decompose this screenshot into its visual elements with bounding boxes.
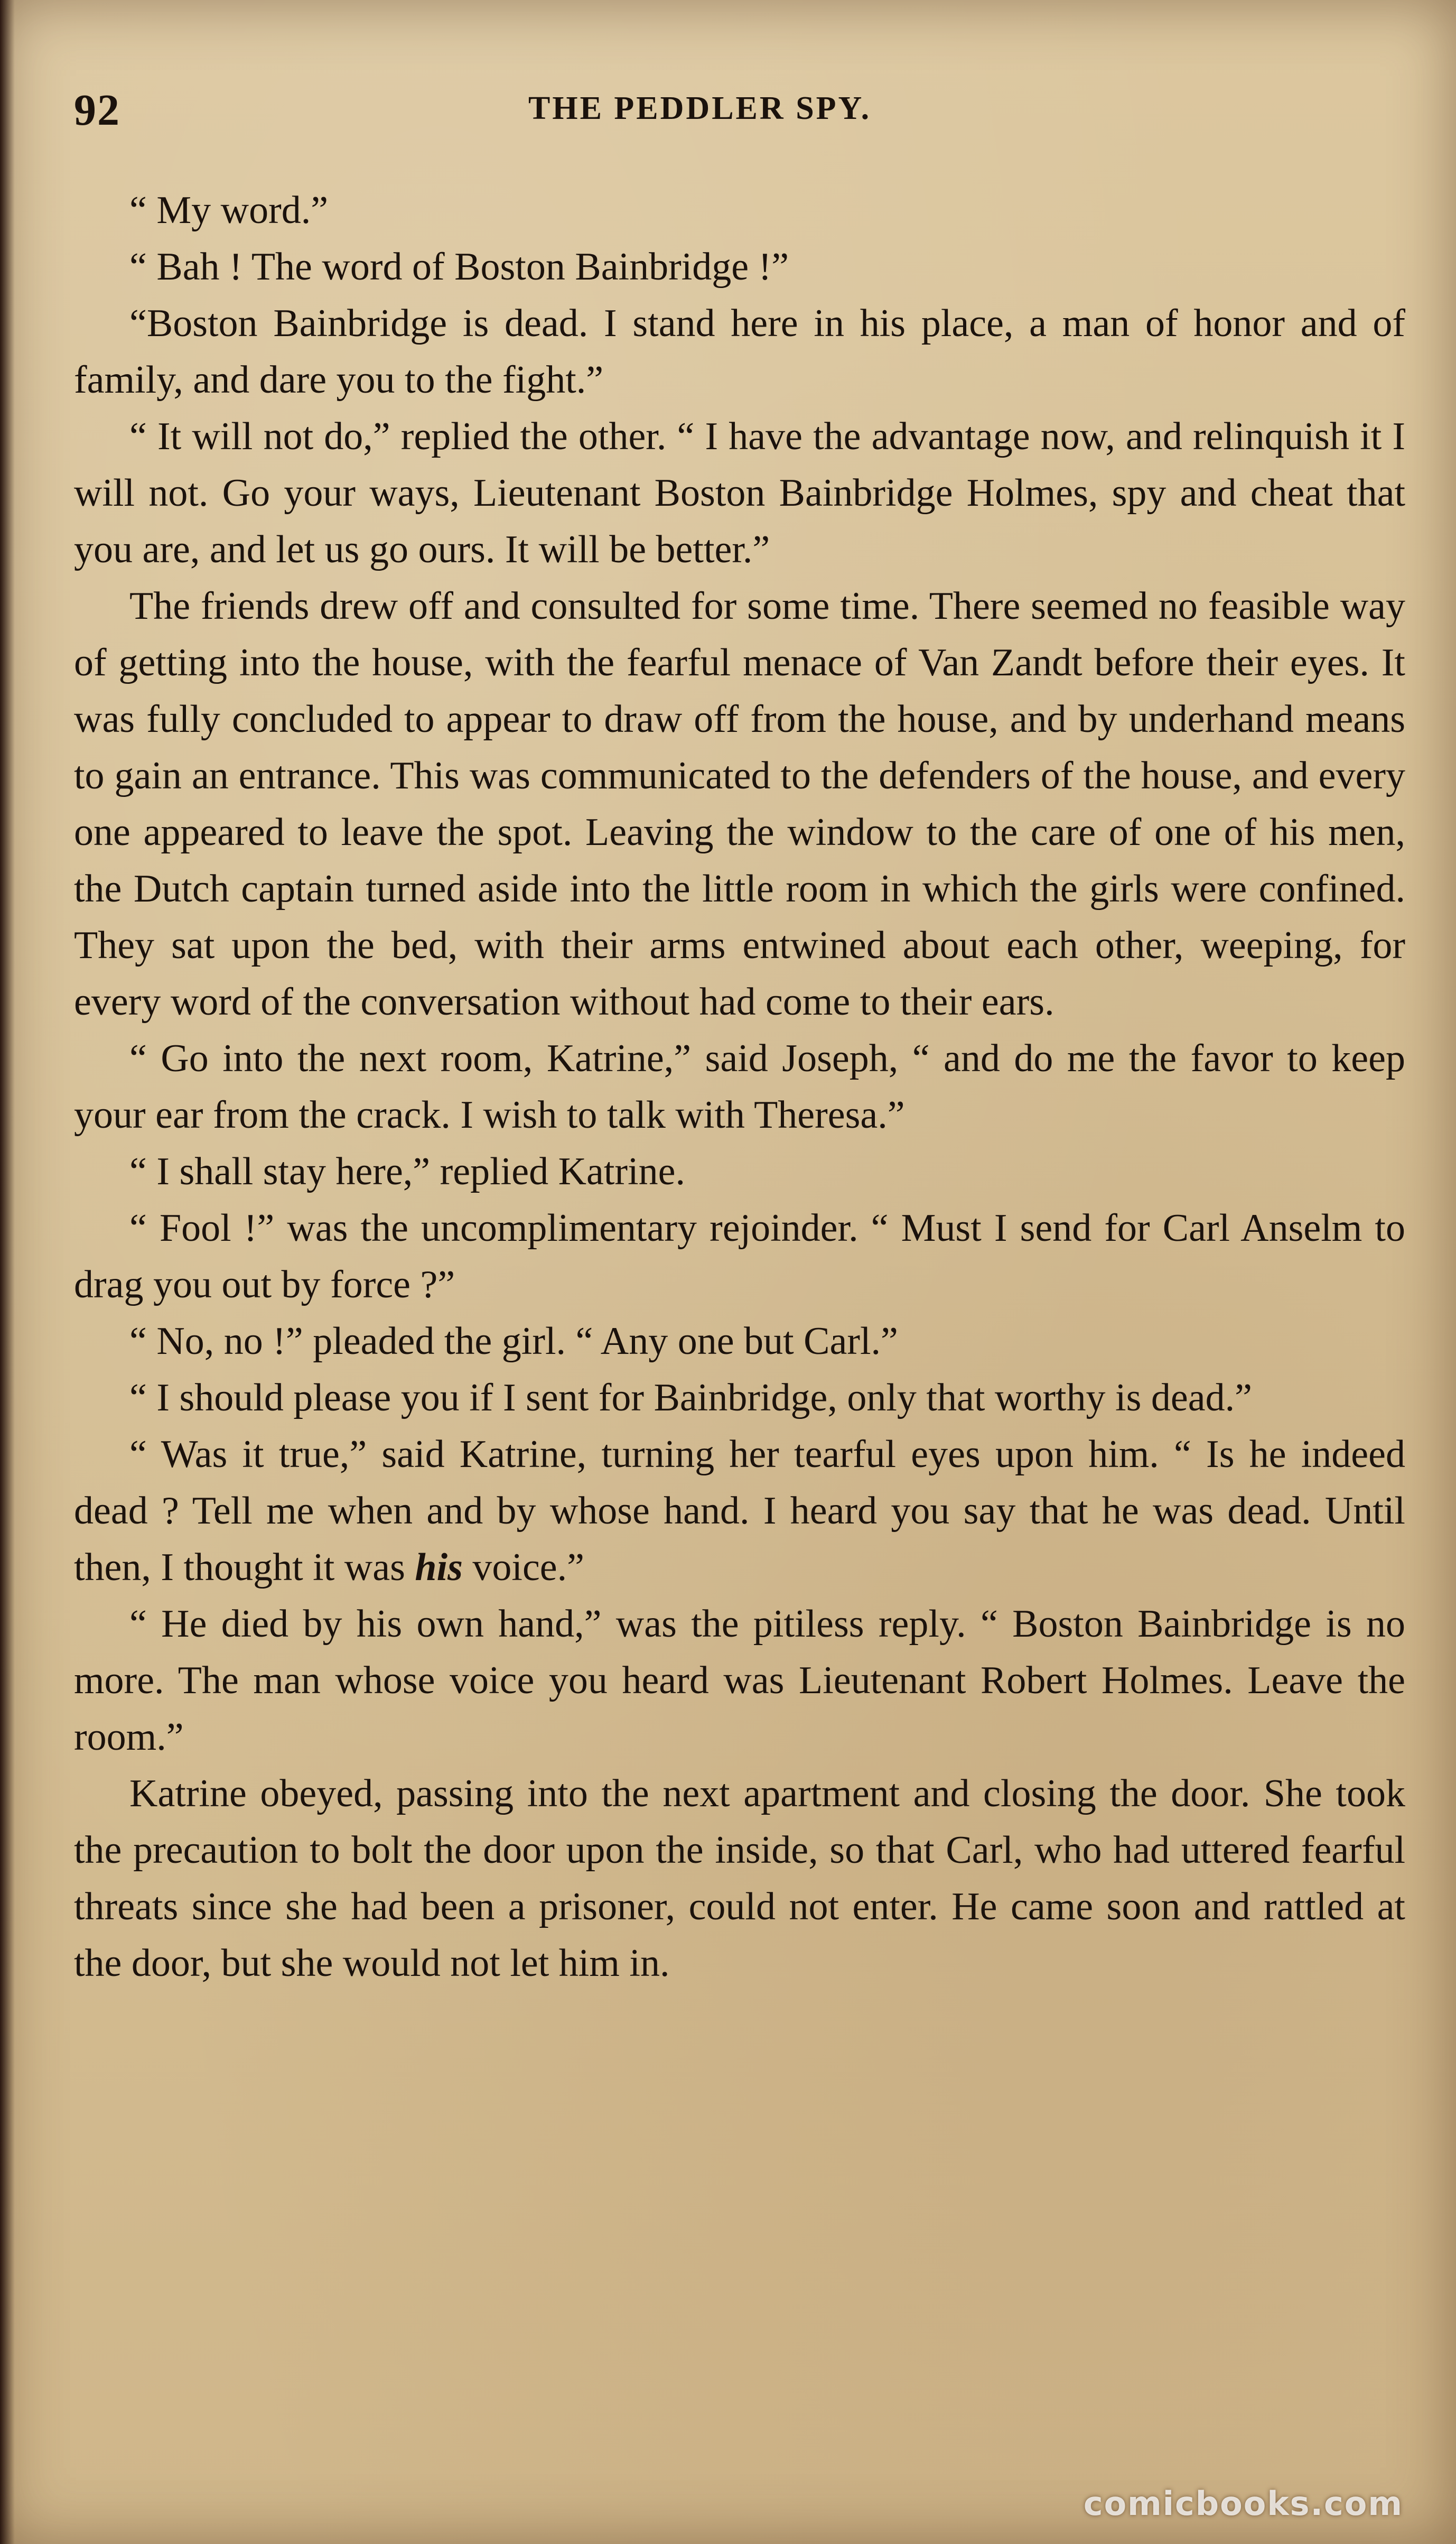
page-number: 92 [74, 86, 120, 135]
body-text [74, 182, 1405, 1992]
paragraph: “ My word.” [129, 189, 329, 232]
paragraph-with-emphasis [74, 1426, 1405, 1596]
emphasized-word: his [415, 1546, 463, 1589]
page-header [74, 85, 1416, 143]
page-binding-shadow [0, 0, 15, 2544]
watermark: comicbooks.com [1083, 2484, 1403, 2523]
paragraph: “ Bah ! The word of Boston Bainbridge !” [129, 245, 789, 289]
paragraph: “ Fool !” was the uncomplimentary rejoinder. “ Must I send for Carl Anselm to drag you out by force ?” [74, 1206, 1405, 1306]
paragraph-tail: voice.” [462, 1546, 584, 1589]
paragraph: Katrine obeyed, passing into the next apartment and closing the door. She took the precaution to bolt the door upon the inside, so that Carl, who had uttered fearful threats since she had been a prisoner, could not enter. He came soon and rattled at the door, but she would not let him in. [74, 1772, 1405, 1985]
paragraph: “Boston Bainbridge is dead. I stand here in his place, a man of honor and of family, and dare you to the fight.” [74, 302, 1405, 402]
paragraph-text: “ Was it true,” said Katrine, turning her tearful eyes upon him. “ Is he indeed dead ? Tell me when and by whose hand. I heard you say that he was dead. Until then, I thought it was [74, 1433, 1405, 1589]
paragraph: “ I shall stay here,” replied Katrine. [129, 1150, 685, 1193]
paragraph: “ No, no !” pleaded the girl. “ Any one but Carl.” [129, 1320, 898, 1363]
paragraph: The friends drew off and consulted for some time. There seemed no feasible way of getting into the house, with the fearful menace of Van Zandt before their eyes. It was fully concluded to appear to draw off from the house, and by underhand means to gain an entrance. This was communicated to the defenders of the house, and every one appeared to leave the spot. Leaving the window to the care of one of his men, the Dutch captain turned aside into the little room in which the girls were confined. They sat upon the bed, with their arms entwined about each other, weeping, for every word of the conversation without had come to their ears. [74, 584, 1405, 1024]
paragraph: “ I should please you if I sent for Bainbridge, only that worthy is dead.” [129, 1376, 1252, 1419]
paragraph: “ He died by his own hand,” was the pitiless reply. “ Boston Bainbridge is no more. The man whose voice you heard was Lieutenant Robert Holmes. Leave the room.” [74, 1602, 1405, 1759]
paragraph: “ It will not do,” replied the other. “ I have the advantage now, and relinquish it I will not. Go your ways, Lieutenant Boston Bainbridge Holmes, spy and cheat that you are, and let us go ours. It will be better.” [74, 415, 1405, 571]
paragraph: “ Go into the next room, Katrine,” said Joseph, “ and do me the favor to keep your ear from the crack. I wish to talk with Theresa.” [74, 1037, 1405, 1137]
running-head: THE PEDDLER SPY. [528, 90, 872, 126]
